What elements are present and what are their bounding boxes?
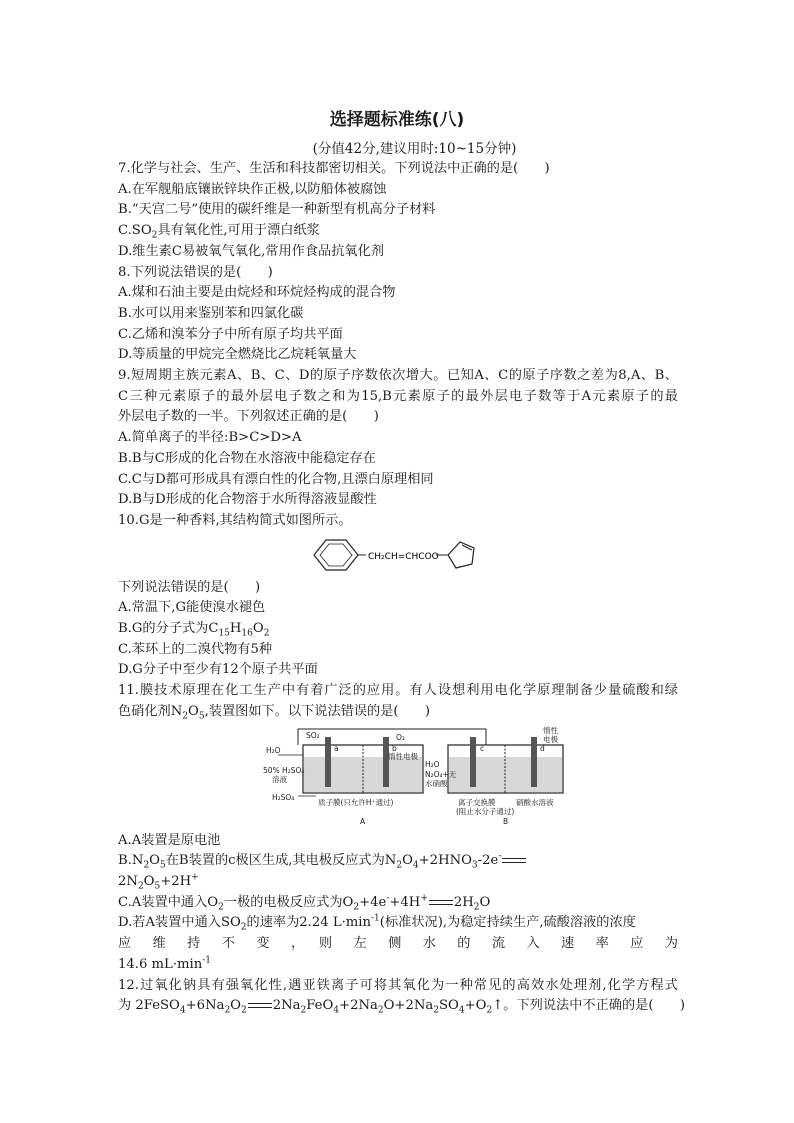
fig-n2o4-label-2: 水硝酸 bbox=[425, 778, 448, 788]
q7-option-a: A.在军舰船底镶嵌锌块作正极,以防船体被腐蚀 bbox=[118, 181, 387, 197]
q10-option-b: B.G的分子式为$C_{15}H_{16}O_2$ bbox=[118, 621, 270, 639]
q8-option-d: D.等质量的甲烷完全燃烧比乙烷耗氧量大 bbox=[118, 347, 357, 363]
fig-water-block-label: (阻止水分子通过) bbox=[456, 806, 515, 816]
fig-inert-label: 惰性 bbox=[543, 725, 558, 735]
fig-o2-label: O₂ bbox=[396, 732, 405, 742]
fig-h2so4-solution-label-2: 溶液 bbox=[272, 774, 287, 784]
q12-stem-line2: 为 $2FeSO_4+6Na_2O_2$ $2Na_2FeO_4+2Na_2O+2Na_2SO_4+O_2↑$。下列说法中不正确的是( ) bbox=[118, 998, 685, 1016]
q9-stem-line2: C三种元素原子的最外层电子数之和为15,B元素原子的最外层电子数等于A元素原子的最 bbox=[118, 388, 678, 404]
fig-ion-exchange-membrane-label: 离子交换膜 bbox=[458, 797, 496, 807]
q9-option-c: C.C与D都可形成具有漂白性的化合物,且漂白原理相同 bbox=[118, 471, 434, 487]
electrochemical-apparatus-diagram bbox=[118, 723, 678, 831]
fig-electrode-b-label: b bbox=[392, 743, 397, 753]
fig-inert-electrode-label: 惰性电极 bbox=[388, 751, 418, 761]
q9-option-d: D.B与D形成的化合物溶于水所得溶液显酸性 bbox=[118, 492, 377, 508]
q10-option-a: A.常温下,G能使溴水褪色 bbox=[118, 600, 266, 616]
q11-option-d-line3: 14.6 $mL\cdot\min^{-1}$ bbox=[118, 955, 212, 972]
q8-option-b: B.水可以用来鉴别苯和四氯化碳 bbox=[118, 305, 304, 321]
score-time-note: (分值42分,建议用时:10~15分钟) bbox=[312, 141, 517, 157]
page-title: 选择题标准练(八) bbox=[329, 110, 465, 130]
q10-ask: 下列说法错误的是( ) bbox=[118, 579, 261, 595]
q12-stem-line1: 12.过氧化钠具有强氧化性,遇亚铁离子可将其氧化为一种常见的高效水处理剂,化学方程式 bbox=[118, 977, 678, 993]
q7-option-d: D.维生素C易被氧气氧化,常用作食品抗氧化剂 bbox=[118, 243, 384, 259]
fig-n2o4-label-1: N₂O₄+无 bbox=[425, 769, 457, 779]
equals-sign bbox=[502, 858, 526, 863]
q10-stem: 10.G是一种香料,其结构简式如图所示。 bbox=[118, 512, 352, 528]
q11-stem-line1: 11.膜技术原理在化工生产中有着广泛的应用。有人设想利用电化学原理制备少量硫酸和绿 bbox=[118, 683, 678, 699]
structure-chain-label: CH₂CH=CHCOO bbox=[368, 551, 439, 562]
fig-electrode-a-label: a bbox=[334, 743, 339, 753]
fig-h2so4-solution-label-1: 50% H₂SO₄ bbox=[263, 765, 305, 775]
fig-electrode-c-label: c bbox=[480, 743, 485, 753]
q7-option-c: $C.SO_2$具有氧化性,可用于漂白纸浆 bbox=[118, 223, 320, 241]
q11-option-b-line1: $B.N_2O_5$在B装置的c极区生成,其电极反应式为$N_2O_4+2HNO_3-2e^-$ bbox=[118, 851, 678, 872]
q7-option-b: B.“天宫二号”使用的碳纤维是一种新型有机高分子材料 bbox=[118, 202, 436, 218]
fig-so2-label: SO₂ bbox=[306, 730, 320, 740]
fig-cell-a-label: A bbox=[360, 816, 366, 826]
q7-stem: 7.化学与社会、生产、生活和科技都密切相关。下列说法中正确的是( ) bbox=[118, 161, 550, 176]
q9-stem-line1: 9.短周期主族元素A、B、C、D的原子序数依次增大。已知A、C的原子序数之差为8,A、B、 bbox=[118, 368, 678, 384]
q10-option-c: C.苯环上的二溴代物有5种 bbox=[118, 641, 273, 657]
structure-formula-drawing bbox=[118, 532, 678, 578]
q11-option-a: A.A装置是原电池 bbox=[118, 832, 221, 848]
fig-h2so4-out-label: H₂SO₄ bbox=[272, 792, 295, 802]
q8-option-a: A.煤和石油主要是由烷烃和环烷烃构成的混合物 bbox=[118, 285, 396, 301]
q10-option-d: D.G分子中至少有12个原子共平面 bbox=[118, 662, 318, 678]
equals-sign bbox=[429, 900, 453, 905]
fig-nitric-solution-label: 硝酸水溶液 bbox=[516, 797, 554, 807]
q11-option-b-line2: $2N_2O_5+2H^+$ bbox=[118, 872, 199, 892]
question-list bbox=[118, 159, 685, 1017]
q11-option-d-line2: 应 维 持 不 变 ， 则 左 侧 水 的 流 入 速 率 应 为 bbox=[118, 936, 678, 952]
q11-option-c: C.A装置中通入$O_2$一极的电极反应式为$O_2+4e^-+4H^+$ $2H_2O$ bbox=[118, 893, 491, 913]
q11-option-d-line1: D.若A装置中通入$SO_2$的速率为2.24 $L\cdot\min^{-1}$(标准状况),为稳定持续生产,硫酸溶液的浓度 bbox=[118, 914, 636, 934]
fig-cell-b-label: B bbox=[503, 816, 509, 826]
q8-stem: 8.下列说法错误的是( ) bbox=[118, 264, 273, 280]
equals-sign bbox=[248, 1003, 272, 1008]
fig-h2o-right-label: H₂O bbox=[425, 759, 440, 769]
q10-structure-figure bbox=[118, 532, 678, 578]
q11-apparatus-figure bbox=[118, 723, 678, 831]
q9-option-a: A.简单离子的半径:B>C>D>A bbox=[118, 430, 302, 446]
fig-proton-membrane-label: 质子膜(只允许H⁺通过) bbox=[318, 797, 394, 807]
fig-electrode-d-label: d bbox=[540, 743, 545, 753]
q9-option-b: B.B与C形成的化合物在水溶液中能稳定存在 bbox=[118, 450, 376, 466]
fig-h2o-in-label: H₂O bbox=[266, 745, 281, 755]
q9-stem-line3: 外层电子数的一半。下列叙述正确的是( ) bbox=[118, 409, 379, 425]
fig-electrode-label: 电极 bbox=[543, 734, 558, 744]
q8-option-c: C.乙烯和溴苯分子中所有原子均共平面 bbox=[118, 326, 343, 342]
q11-stem-line2: 色硝化剂$N_2O_5$,装置图如下。以下说法错误的是( ) bbox=[118, 703, 431, 722]
